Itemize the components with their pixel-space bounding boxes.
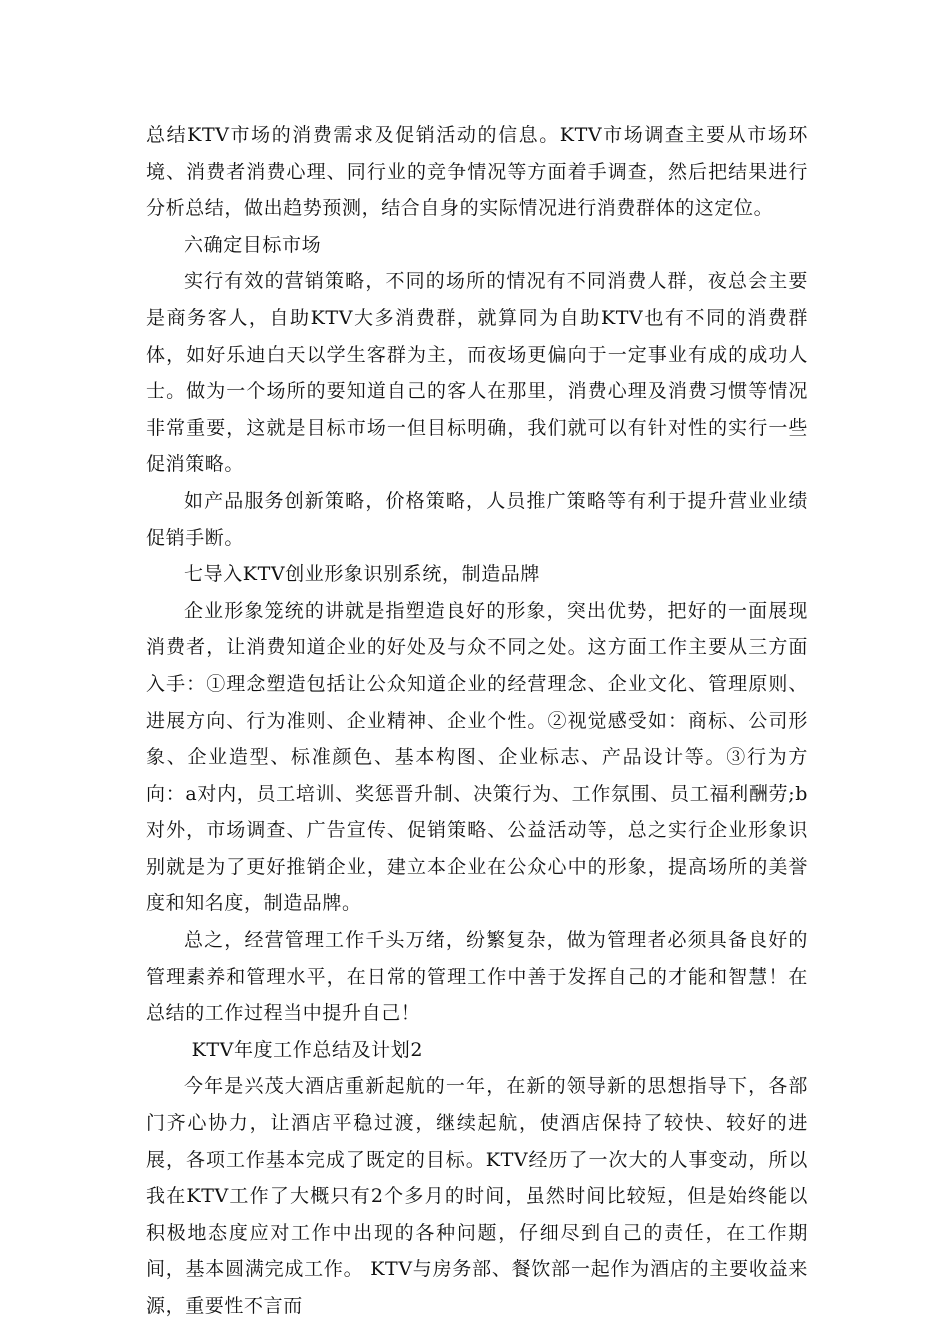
paragraph-annual-review: 今年是兴茂大酒店重新起航的一年，在新的领导新的思想指导下，各部门齐心协力，让酒店平稳过渡，继续起航，使酒店保持了较快、较好的进展，各项工作基本完成了既定的目标。KTV经历了一次大的人事变动，所以我在KTV工作了大概只有2个多月的时间，虽然时间比较短，但是始终能以积极地态度应对工作中出现的各种问题，仔细尽到自己的责任，在工作期间，基本圆满完成工作。 KTV与房务部、餐饮部一起作为酒店的主要收益来源，重要性不言而 [146,1075,808,1317]
section-heading-target-market: 六确定目标市场 [184,233,322,256]
paragraph-product-strategy: 如产品服务创新策略，价格策略，人员推广策略等有利于提升营业业绩促销手断。 [146,489,808,549]
paragraph-conclusion: 总之，经营管理工作千头万绪，纷繁复杂，做为管理者必须具备良好的管理素养和管理水平，在日常的管理工作中善于发挥自己的才能和智慧！在总结的工作过程当中提升自己！ [146,929,808,1025]
paragraph-marketing-strategy: 实行有效的营销策略，不同的场所的情况有不同消费人群，夜总会主要是商务客人，自助KTV大多消费群，就算同为自助KTV也有不同的消费群体，如好乐迪白天以学生客群为主，而夜场更偏向于一定事业有成的成功人士。做为一个场所的要知道自己的客人在那里，消费心理及消费习惯等情况非常重要，这就是目标市场一但目标明确，我们就可以有针对性的实行一些促消策略。 [146,270,808,476]
document-body [146,117,808,1325]
section-heading-brand-identity: 七导入KTV创业形象识别系统，制造品牌 [184,563,540,586]
paragraph-corporate-image: 企业形象笼统的讲就是指塑造良好的形象，突出优势，把好的一面展现消费者，让消费知道企业的好处及与众不同之处。这方面工作主要从三方面入手：①理念塑造包括让公众知道企业的经营理念、企业文化、管理原则、进展方向、行为准则、企业精神、企业个性。②视觉感受如：商标、公司形象、企业造型、标准颜色、基本构图、企业标志、产品设计等。③行为方向：a对内，员工培训、奖惩晋升制、决策行为、工作氛围、员工福利酬劳;b对外，市场调查、广告宣传、促销策略、公益活动等，总之实行企业形象识别就是为了更好推销企业，建立本企业在公众心中的形象，提高场所的美誉度和知名度，制造品牌。 [146,599,808,915]
paragraph-market-survey: 总结KTV市场的消费需求及促销活动的信息。KTV市场调查主要从市场环境、消费者消费心理、同行业的竞争情况等方面着手调查，然后把结果进行分析总结，做出趋势预测，结合自身的实际情况进行消费群体的这定位。 [146,124,809,220]
section-title-annual-summary-2: KTV年度工作总结及计划2 [191,1038,424,1061]
